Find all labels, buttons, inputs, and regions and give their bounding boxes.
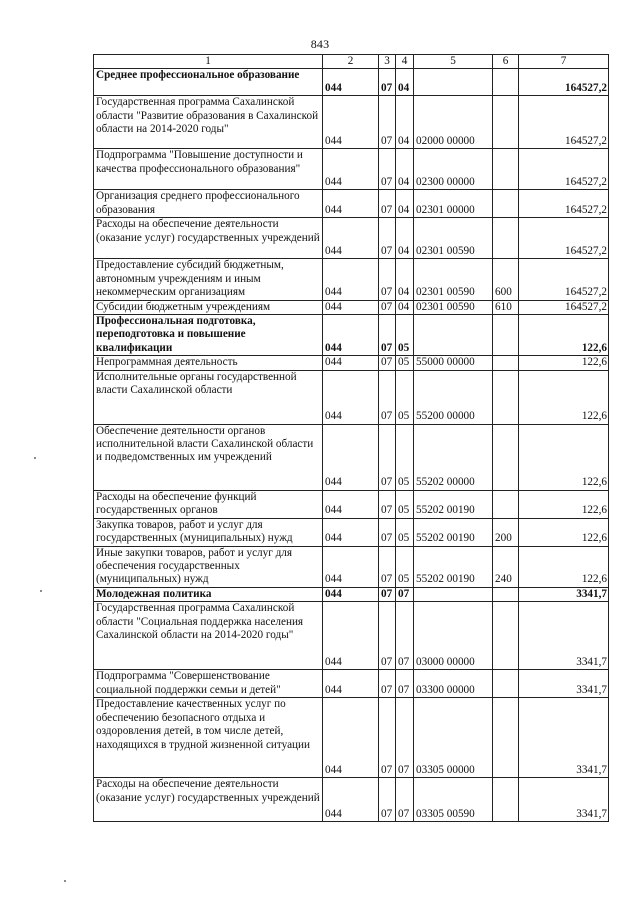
column-header-row xyxy=(94,55,609,69)
cell-amount: 122,6 xyxy=(519,546,609,587)
cell-name: Непрограммная деятельность xyxy=(94,356,323,370)
cell-subsection: 04 xyxy=(396,300,414,314)
table-row xyxy=(94,490,609,518)
cell-amount: 122,6 xyxy=(519,424,609,490)
cell-section: 07 xyxy=(379,424,396,490)
cell-ministry: 044 xyxy=(323,96,379,149)
scan-speck xyxy=(64,880,66,882)
cell-section: 07 xyxy=(379,518,396,546)
cell-section: 07 xyxy=(379,315,396,356)
cell-name: Организация среднего профессионального образования xyxy=(94,190,323,218)
cell-ministry: 044 xyxy=(323,602,379,670)
cell-expense-type xyxy=(493,370,519,424)
cell-ministry: 044 xyxy=(323,300,379,314)
cell-expense-type xyxy=(493,190,519,218)
cell-subsection: 04 xyxy=(396,190,414,218)
cell-expense-type xyxy=(493,218,519,259)
column-header: 7 xyxy=(519,55,609,69)
cell-name: Молодежная политика xyxy=(94,587,323,601)
table-row xyxy=(94,190,609,218)
cell-target-article: 55202 00190 xyxy=(414,546,493,587)
cell-expense-type xyxy=(493,69,519,96)
cell-expense-type xyxy=(493,424,519,490)
cell-expense-type xyxy=(493,670,519,698)
cell-name: Субсидии бюджетным учреждениям xyxy=(94,300,323,314)
column-header: 1 xyxy=(94,55,323,69)
cell-name: Профессиональная подготовка, переподготовка и повышение квалификации xyxy=(94,315,323,356)
table-row xyxy=(94,778,609,822)
column-header: 6 xyxy=(493,55,519,69)
cell-subsection: 07 xyxy=(396,778,414,822)
cell-target-article: 03305 00590 xyxy=(414,778,493,822)
cell-target-article: 02300 00000 xyxy=(414,149,493,190)
table-row xyxy=(94,587,609,601)
cell-expense-type xyxy=(493,96,519,149)
cell-expense-type xyxy=(493,698,519,778)
cell-subsection: 05 xyxy=(396,356,414,370)
cell-ministry: 044 xyxy=(323,315,379,356)
cell-name: Исполнительные органы государственной власти Сахалинской области xyxy=(94,370,323,424)
cell-amount: 164527,2 xyxy=(519,218,609,259)
cell-ministry: 044 xyxy=(323,69,379,96)
table-row xyxy=(94,698,609,778)
cell-subsection: 07 xyxy=(396,698,414,778)
cell-name: Закупка товаров, работ и услуг для государственных (муниципальных) нужд xyxy=(94,518,323,546)
cell-target-article: 55202 00190 xyxy=(414,490,493,518)
scan-speck xyxy=(34,457,36,459)
cell-ministry: 044 xyxy=(323,370,379,424)
table-row xyxy=(94,602,609,670)
cell-section: 07 xyxy=(379,356,396,370)
cell-target-article: 02301 00590 xyxy=(414,300,493,314)
cell-amount: 3341,7 xyxy=(519,587,609,601)
column-header: 4 xyxy=(396,55,414,69)
table-row xyxy=(94,96,609,149)
cell-expense-type: 240 xyxy=(493,546,519,587)
table-row xyxy=(94,356,609,370)
cell-ministry: 044 xyxy=(323,490,379,518)
cell-section: 07 xyxy=(379,190,396,218)
cell-target-article: 02000 00000 xyxy=(414,96,493,149)
cell-section: 07 xyxy=(379,602,396,670)
cell-ministry: 044 xyxy=(323,259,379,300)
cell-amount: 164527,2 xyxy=(519,190,609,218)
cell-name: Расходы на обеспечение деятельности (оказание услуг) государственных учреждений xyxy=(94,218,323,259)
cell-name: Среднее профессиональное образование xyxy=(94,69,323,96)
cell-ministry: 044 xyxy=(323,670,379,698)
scan-speck xyxy=(40,590,42,592)
table-row xyxy=(94,670,609,698)
cell-section: 07 xyxy=(379,546,396,587)
cell-ministry: 044 xyxy=(323,587,379,601)
cell-name: Предоставление качественных услуг по обеспечению безопасного отдыха и оздоровления детей, в том числе детей, находящихся в трудной жизненной ситуации xyxy=(94,698,323,778)
cell-section: 07 xyxy=(379,778,396,822)
cell-amount: 3341,7 xyxy=(519,670,609,698)
cell-subsection: 04 xyxy=(396,96,414,149)
cell-expense-type: 600 xyxy=(493,259,519,300)
cell-ministry: 044 xyxy=(323,778,379,822)
cell-section: 07 xyxy=(379,587,396,601)
cell-name: Государственная программа Сахалинской области "Социальная поддержка населения Сахалинской области на 2014-2020 годы" xyxy=(94,602,323,670)
cell-section: 07 xyxy=(379,370,396,424)
cell-target-article: 02301 00000 xyxy=(414,190,493,218)
table-row xyxy=(94,149,609,190)
table-row xyxy=(94,518,609,546)
cell-expense-type xyxy=(493,587,519,601)
cell-target-article xyxy=(414,315,493,356)
cell-name: Расходы на обеспечение деятельности (оказание услуг) государственных учреждений xyxy=(94,778,323,822)
cell-expense-type xyxy=(493,778,519,822)
column-header: 3 xyxy=(379,55,396,69)
cell-section: 07 xyxy=(379,149,396,190)
table-row xyxy=(94,69,609,96)
table-row xyxy=(94,370,609,424)
cell-section: 07 xyxy=(379,490,396,518)
cell-section: 07 xyxy=(379,218,396,259)
cell-amount: 3341,7 xyxy=(519,778,609,822)
cell-expense-type: 610 xyxy=(493,300,519,314)
cell-subsection: 05 xyxy=(396,315,414,356)
cell-section: 07 xyxy=(379,300,396,314)
cell-amount: 164527,2 xyxy=(519,69,609,96)
cell-section: 07 xyxy=(379,670,396,698)
table-row xyxy=(94,315,609,356)
cell-ministry: 044 xyxy=(323,149,379,190)
cell-amount: 164527,2 xyxy=(519,149,609,190)
cell-target-article: 03000 00000 xyxy=(414,602,493,670)
cell-ministry: 044 xyxy=(323,518,379,546)
cell-expense-type: 200 xyxy=(493,518,519,546)
table-row xyxy=(94,259,609,300)
cell-name: Предоставление субсидий бюджетным, автономным учреждениям и иным некоммерческим организациям xyxy=(94,259,323,300)
cell-name: Подпрограмма "Совершенствование социальной поддержки семьи и детей" xyxy=(94,670,323,698)
cell-subsection: 07 xyxy=(396,602,414,670)
cell-target-article xyxy=(414,587,493,601)
budget-table xyxy=(93,54,609,822)
cell-ministry: 044 xyxy=(323,424,379,490)
cell-subsection: 04 xyxy=(396,149,414,190)
cell-amount: 122,6 xyxy=(519,518,609,546)
cell-amount: 122,6 xyxy=(519,315,609,356)
cell-ministry: 044 xyxy=(323,356,379,370)
cell-section: 07 xyxy=(379,69,396,96)
cell-amount: 122,6 xyxy=(519,370,609,424)
cell-subsection: 05 xyxy=(396,490,414,518)
cell-subsection: 04 xyxy=(396,218,414,259)
cell-subsection: 05 xyxy=(396,370,414,424)
cell-name: Расходы на обеспечение функций государственных органов xyxy=(94,490,323,518)
cell-target-article: 03300 00000 xyxy=(414,670,493,698)
cell-section: 07 xyxy=(379,259,396,300)
cell-amount: 164527,2 xyxy=(519,259,609,300)
cell-target-article: 55202 00000 xyxy=(414,424,493,490)
cell-subsection: 05 xyxy=(396,546,414,587)
cell-amount: 3341,7 xyxy=(519,698,609,778)
cell-ministry: 044 xyxy=(323,546,379,587)
cell-name: Обеспечение деятельности органов исполнительной власти Сахалинской области и подведомственных им учреждений xyxy=(94,424,323,490)
cell-section: 07 xyxy=(379,698,396,778)
cell-expense-type xyxy=(493,149,519,190)
cell-expense-type xyxy=(493,356,519,370)
page-number: 843 xyxy=(310,37,330,51)
cell-target-article: 55202 00190 xyxy=(414,518,493,546)
cell-amount: 122,6 xyxy=(519,356,609,370)
cell-expense-type xyxy=(493,315,519,356)
table-row xyxy=(94,300,609,314)
cell-name: Государственная программа Сахалинской области "Развитие образования в Сахалинской области на 2014-2020 годы" xyxy=(94,96,323,149)
cell-ministry: 044 xyxy=(323,698,379,778)
cell-subsection: 05 xyxy=(396,424,414,490)
cell-subsection: 05 xyxy=(396,518,414,546)
cell-section: 07 xyxy=(379,96,396,149)
cell-subsection: 04 xyxy=(396,259,414,300)
cell-ministry: 044 xyxy=(323,190,379,218)
cell-expense-type xyxy=(493,490,519,518)
cell-target-article: 02301 00590 xyxy=(414,259,493,300)
table-body xyxy=(94,55,609,822)
cell-target-article xyxy=(414,69,493,96)
column-header: 2 xyxy=(323,55,379,69)
column-header: 5 xyxy=(414,55,493,69)
table-row xyxy=(94,546,609,587)
cell-amount: 164527,2 xyxy=(519,300,609,314)
cell-subsection: 04 xyxy=(396,69,414,96)
cell-amount: 3341,7 xyxy=(519,602,609,670)
cell-amount: 122,6 xyxy=(519,490,609,518)
cell-name: Подпрограмма "Повышение доступности и качества профессионального образования" xyxy=(94,149,323,190)
cell-target-article: 03305 00000 xyxy=(414,698,493,778)
cell-expense-type xyxy=(493,602,519,670)
table-row xyxy=(94,218,609,259)
cell-name: Иные закупки товаров, работ и услуг для обеспечения государственных (муниципальных) нужд xyxy=(94,546,323,587)
cell-target-article: 55200 00000 xyxy=(414,370,493,424)
cell-subsection: 07 xyxy=(396,587,414,601)
cell-target-article: 55000 00000 xyxy=(414,356,493,370)
cell-target-article: 02301 00590 xyxy=(414,218,493,259)
table-row xyxy=(94,424,609,490)
cell-subsection: 07 xyxy=(396,670,414,698)
cell-ministry: 044 xyxy=(323,218,379,259)
cell-amount: 164527,2 xyxy=(519,96,609,149)
